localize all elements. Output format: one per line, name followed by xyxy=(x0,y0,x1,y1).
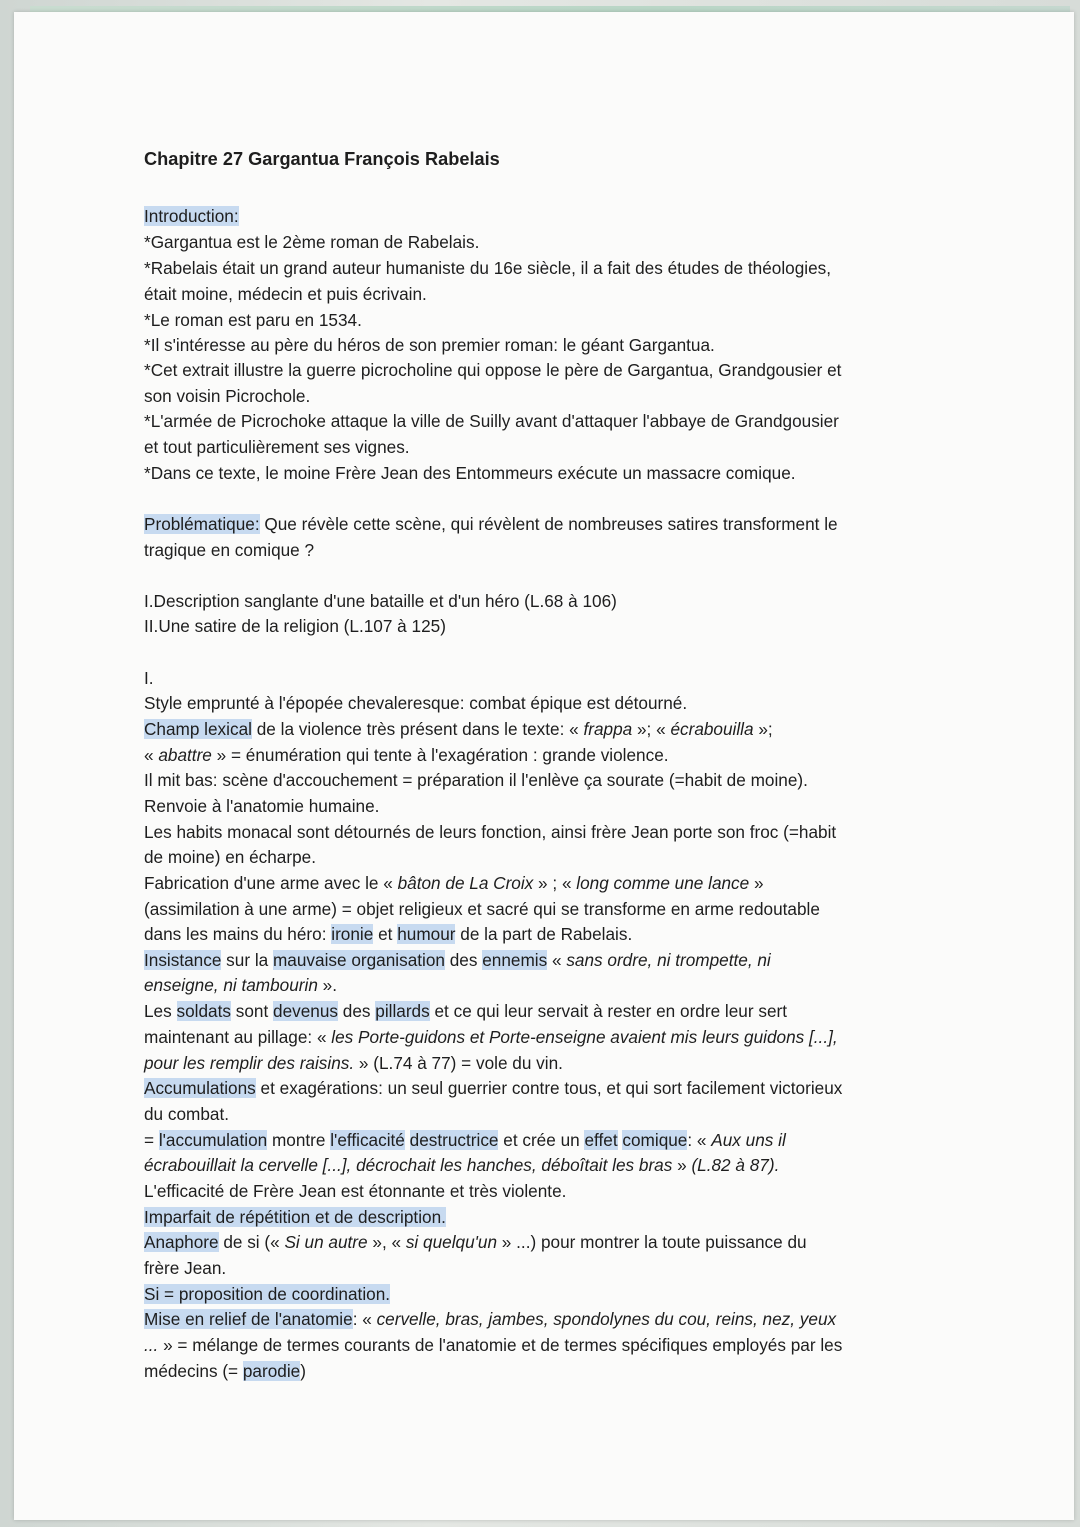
body-line: Insistance sur la mauvaise organisation des ennemis « sans ordre, ni trompette, ni xyxy=(144,950,771,970)
plan-item: I.Description sanglante d'une bataille et d'un héro (L.68 à 106) xyxy=(144,591,617,611)
problematique-line: tragique en comique ? xyxy=(144,540,315,560)
body-line: Accumulations et exagérations: un seul guerrier contre tous, et qui sort facilement victorieux xyxy=(144,1078,843,1098)
body-line: Renvoie à l'anatomie humaine. xyxy=(144,796,380,816)
body-line: (assimilation à une arme) = objet religieux et sacré qui se transforme en arme redoutable xyxy=(144,899,820,919)
body-line: Fabrication d'une arme avec le « bâton de La Croix » ; « long comme une lance » xyxy=(144,873,764,893)
intro-line: *Cet extrait illustre la guerre picrocholine qui oppose le père de Gargantua, Grandgousier et xyxy=(144,360,842,380)
body-line: frère Jean. xyxy=(144,1258,227,1278)
intro-line: *Il s'intéresse au père du héros de son premier roman: le géant Gargantua. xyxy=(144,335,715,355)
intro-line: et tout particulièrement ses vignes. xyxy=(144,437,410,457)
body-line: Les habits monacal sont détournés de leurs fonction, ainsi frère Jean porte son froc (=habit xyxy=(144,822,837,842)
body-line: Les soldats sont devenus des pillards et ce qui leur servait à rester en ordre leur sert xyxy=(144,1001,787,1021)
intro-line: *Le roman est paru en 1534. xyxy=(144,310,362,330)
plan-item: II.Une satire de la religion (L.107 à 125) xyxy=(144,616,446,636)
body-line: ... » = mélange de termes courants de l'anatomie et de termes spécifiques employés par les xyxy=(144,1335,843,1355)
document-page xyxy=(14,12,1074,1520)
body-line: enseigne, ni tambourin ». xyxy=(144,975,338,995)
body-line: Anaphore de si (« Si un autre », « si quelqu'un » ...) pour montrer la toute puissance du xyxy=(144,1232,807,1252)
intro-line: *Dans ce texte, le moine Frère Jean des Entommeurs exécute un massacre comique. xyxy=(144,463,796,483)
body-line: dans les mains du héro: ironie et humour de la part de Rabelais. xyxy=(144,924,633,944)
body-line: Champ lexical de la violence très présent dans le texte: « frappa »; « écrabouilla »; xyxy=(144,719,773,739)
body-line: Il mit bas: scène d'accouchement = préparation il l'enlève ça sourate (=habit de moine). xyxy=(144,770,808,790)
body-line: Mise en relief de l'anatomie: « cervelle, bras, jambes, spondolynes du cou, reins, nez, yeux xyxy=(144,1309,837,1329)
intro-line: *L'armée de Picrochoke attaque la ville de Suilly avant d'attaquer l'abbaye de Grandgousier xyxy=(144,411,839,431)
body-line: = l'accumulation montre l'efficacité destructrice et crée un effet comique: « Aux uns il xyxy=(144,1130,786,1150)
body-line: écrabouillait la cervelle [...], décrochait les hanches, déboîtait les bras » (L.82 à 87). xyxy=(144,1155,780,1175)
body-line: L'efficacité de Frère Jean est étonnante et très violente. xyxy=(144,1181,567,1201)
body-line: « abattre » = énumération qui tente à l'exagération : grande violence. xyxy=(144,745,669,765)
body-line: Si = proposition de coordination. xyxy=(144,1284,391,1304)
intro-line: *Rabelais était un grand auteur humaniste du 16e siècle, il a fait des études de théologies, xyxy=(144,258,831,278)
intro-line: était moine, médecin et puis écrivain. xyxy=(144,284,427,304)
body-line: Style emprunté à l'épopée chevaleresque: combat épique est détourné. xyxy=(144,693,688,713)
body-line: pour les remplir des raisins. » (L.74 à 77) = vole du vin. xyxy=(144,1053,563,1073)
intro-heading: Introduction: xyxy=(144,206,239,226)
body-line: médecins (= parodie) xyxy=(144,1361,306,1381)
body-line: de moine) en écharpe. xyxy=(144,847,316,867)
section-marker: I. xyxy=(144,668,154,688)
intro-line: son voisin Picrochole. xyxy=(144,386,311,406)
body-line: du combat. xyxy=(144,1104,230,1124)
problematique-label: Problématique: xyxy=(144,514,260,534)
problematique-line: Problématique: Que révèle cette scène, qui révèlent de nombreuses satires transforment le xyxy=(144,514,838,534)
body-line: maintenant au pillage: « les Porte-guidons et Porte-enseigne avaient mis leurs guidons [...], xyxy=(144,1027,838,1047)
intro-line: *Gargantua est le 2ème roman de Rabelais. xyxy=(144,232,480,252)
document-title: Chapitre 27 Gargantua François Rabelais xyxy=(144,149,500,169)
body-line: Imparfait de répétition et de description. xyxy=(144,1207,446,1227)
